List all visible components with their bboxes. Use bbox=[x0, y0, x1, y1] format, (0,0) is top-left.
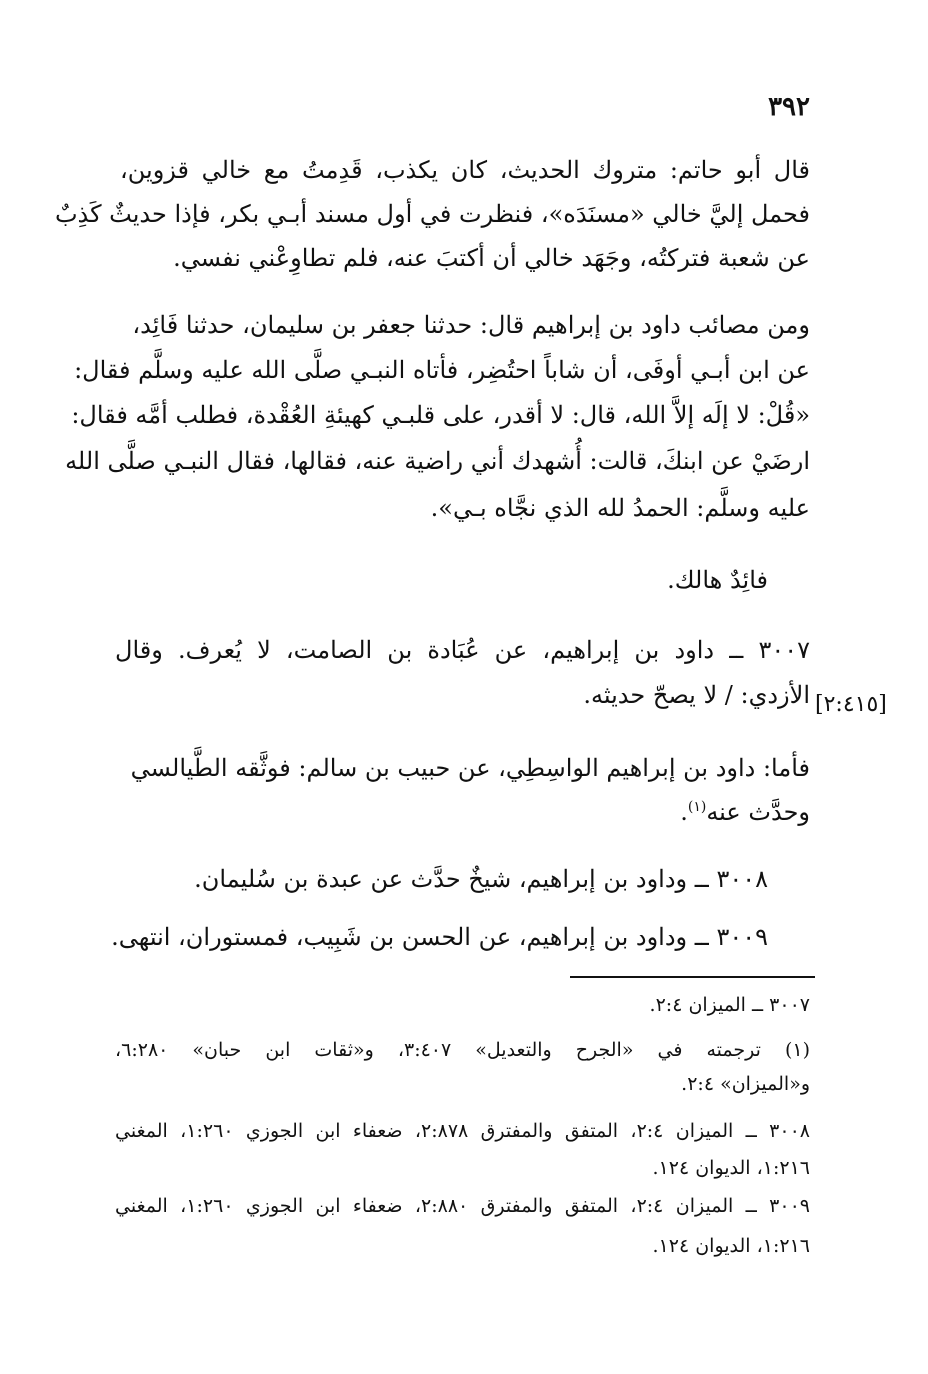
footnote-line: ٣٠٠٩ ــ الميزان ٢:٤، المتفق والمفترق ٢:٨٨٠، ضعفاء ابن الجوزي ١:٢٦٠، المغني bbox=[115, 1195, 810, 1217]
footnote-line: و«الميزان» ٢:٤. bbox=[681, 1073, 810, 1095]
page-number: ٣٩٢ bbox=[768, 92, 810, 122]
footnote-marker: (١) bbox=[687, 799, 707, 815]
text-line: «قُلْ: لا إلَه إلاَّ الله، قال: لا أقدر، على قلبـي كهيئةِ العُقْدة، فطلب أمَّه فقال: bbox=[71, 401, 810, 429]
footnote-separator bbox=[570, 976, 815, 978]
text-line: قال أبو حاتم: متروك الحديث، كان يكذب، قَدِمتُ مع خالي قزوين، bbox=[120, 156, 810, 184]
text-line: عن شعبة فتركتُه، وجَهَد خالي أن أكتبَ عنه، فلم تطاوِعْني نفسي. bbox=[173, 244, 810, 272]
text-fragment: وحدَّث عنه bbox=[706, 798, 810, 826]
entry-3007-line: الأزدي: / لا يصحّ حديثه. bbox=[583, 681, 810, 709]
footnote-line: ١:٢١٦، الديوان ١٢٤. bbox=[652, 1235, 810, 1257]
footnote-line: ٣٠٠٧ ــ الميزان ٢:٤. bbox=[649, 994, 810, 1016]
entry-3009-line: ٣٠٠٩ ــ وداود بن إبراهيم، عن الحسن بن شَبِيب، فمستوران، انتهى. bbox=[111, 923, 768, 951]
marginal-page-reference: [٢:٤١٥] bbox=[815, 692, 887, 717]
text-line: عليه وسلَّم: الحمدُ لله الذي نجَّاه بـي». bbox=[430, 494, 810, 522]
entry-3007-line: ٣٠٠٧ ــ داود بن إبراهيم، عن عُبَادة بن الصامت، لا يُعرف. وقال bbox=[115, 636, 810, 664]
text-line: فأما: داود بن إبراهيم الواسِطِي، عن حبيب بن سالم: فوثَّقه الطَّيالسي bbox=[130, 754, 810, 782]
footnote-line: (١) ترجمته في «الجرح والتعديل» ٣:٤٠٧، و«ثقات ابن حبان» ٦:٢٨٠، bbox=[115, 1039, 811, 1061]
footnote-line: ٣٠٠٨ ــ الميزان ٢:٤، المتفق والمفترق ٢:٨٧٨، ضعفاء ابن الجوزي ١:٢٦٠، المغني bbox=[115, 1120, 810, 1142]
entry-3008-line: ٣٠٠٨ ــ وداود بن إبراهيم، شيخٌ حدَّث عن عبدة بن سُليمان. bbox=[194, 865, 768, 893]
text-line: ارضَيْ عن ابنكَ، قالت: أُشهدك أني راضية عنه، فقالها، فقال النبـي صلَّى الله bbox=[65, 447, 810, 475]
text-line: فحمل إليَّ خالي «مسنَدَه»، فنظرت في أول مسند أبـي بكر، فإذا حديثٌ كَذِبٌ bbox=[54, 200, 810, 228]
text-fragment: . bbox=[680, 798, 688, 826]
text-line: ومن مصائب داود بن إبراهيم قال: حدثنا جعفر بن سليمان، حدثنا فَائِد، bbox=[132, 311, 810, 339]
text-line: عن ابن أبـي أوفَى، أن شاباً احتُضِر، فأتاه النبـي صلَّى الله عليه وسلَّم فقال: bbox=[74, 356, 810, 384]
footnote-line: ١:٢١٦، الديوان ١٢٤. bbox=[652, 1157, 810, 1179]
text-line: فائِدٌ هالك. bbox=[667, 566, 768, 594]
text-line bbox=[310, 795, 810, 829]
